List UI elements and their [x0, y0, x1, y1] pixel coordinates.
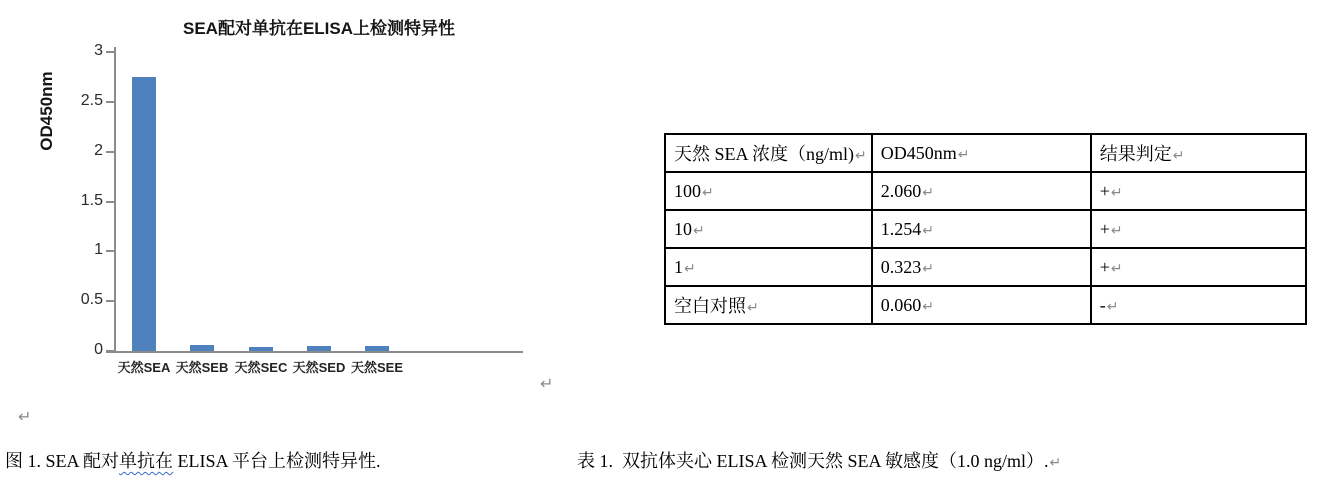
- x-axis-category-label: 天然SEE: [350, 360, 403, 375]
- table-cell: [872, 248, 1091, 286]
- header-cell: [665, 134, 872, 172]
- cell-return-mark: ↵: [922, 222, 934, 239]
- table-cell: [872, 286, 1091, 324]
- figure-bar-chart: [0, 0, 560, 400]
- paragraph-return-mark: ↵: [1049, 455, 1062, 471]
- bar-天然SEA: [132, 77, 156, 351]
- y-axis-line: [114, 47, 116, 353]
- y-axis-tick-mark: [106, 250, 114, 252]
- bar-天然SED: [307, 346, 331, 351]
- y-axis-label: OD450nm: [37, 71, 56, 151]
- cell-text: +: [1099, 256, 1110, 277]
- cell-return-mark: ↵: [922, 298, 934, 315]
- table-caption-text: 表 1. 双抗体夹心 ELISA 检测天然 SEA 敏感度（1.0 ng/ml）.: [577, 451, 1049, 471]
- bar-天然SEC: [249, 347, 273, 351]
- table-row: [665, 210, 1306, 248]
- figure-caption-prefix: 图 1. SEA 配对: [5, 451, 120, 471]
- figure-caption-underlined-text: 单抗在: [119, 451, 174, 471]
- cell-return-mark: ↵: [702, 184, 714, 201]
- table-cell: [665, 172, 872, 210]
- x-axis-line: [106, 351, 523, 353]
- y-axis-tick-label: 1.5: [80, 191, 103, 209]
- table-cell: [1091, 172, 1306, 210]
- x-axis-category-label: 天然SED: [292, 360, 346, 375]
- chart-title: SEA配对单抗在ELISA上检测特异性: [182, 19, 456, 38]
- table-cell: [872, 172, 1091, 210]
- table-cell: [665, 210, 872, 248]
- figure-caption: [5, 447, 381, 473]
- table-cell: [1091, 210, 1306, 248]
- cell-return-mark: ↵: [684, 260, 696, 277]
- bar-天然SEB: [190, 345, 214, 351]
- y-axis-tick-mark: [106, 201, 114, 203]
- table-caption: [577, 447, 1061, 473]
- cell-text: 0.323: [880, 256, 922, 277]
- table-cell: [665, 286, 872, 324]
- cell-text: 2.060: [880, 180, 922, 201]
- cell-return-mark: ↵: [922, 260, 934, 277]
- table-cell: [665, 248, 872, 286]
- y-axis-tick-mark: [106, 151, 114, 153]
- paragraph-return-mark: ↵: [18, 407, 32, 426]
- cell-return-mark: ↵: [855, 148, 867, 164]
- cell-text: 天然 SEA 浓度（ng/ml): [674, 144, 855, 164]
- cell-text: OD450nm: [880, 142, 957, 163]
- y-axis-tick-label: 0.5: [80, 291, 103, 309]
- y-axis-tick-mark: [106, 51, 114, 53]
- table-header-row: [665, 134, 1306, 172]
- cell-return-mark: ↵: [1106, 298, 1119, 315]
- table-cell: [872, 210, 1091, 248]
- y-axis-tick-label: 2.5: [80, 91, 103, 109]
- y-axis-tick-mark: [106, 101, 114, 103]
- y-axis-tick-mark: [106, 350, 114, 352]
- cell-text: 空白对照: [674, 296, 746, 316]
- cell-text: 10: [674, 218, 692, 239]
- sensitivity-table: [664, 133, 1307, 325]
- header-cell: [1091, 134, 1306, 172]
- cell-return-mark: ↵: [747, 300, 759, 316]
- cell-return-mark: ↵: [1110, 184, 1123, 201]
- cell-return-mark: ↵: [1110, 260, 1123, 277]
- x-axis-category-label: 天然SEC: [234, 360, 288, 375]
- table-row: [665, 248, 1306, 286]
- x-axis-category-label: 天然SEB: [175, 360, 229, 375]
- figure-caption-suffix: ELISA 平台上检测特异性.: [173, 451, 381, 471]
- cell-return-mark: ↵: [957, 146, 970, 163]
- table-row: [665, 172, 1306, 210]
- cell-return-mark: ↵: [1172, 148, 1185, 164]
- y-axis-tick-label: 3: [94, 42, 103, 59]
- table-cell: [1091, 286, 1306, 324]
- x-axis-category-label: 天然SEA: [117, 360, 171, 375]
- paragraph-return-mark: ↵: [540, 374, 554, 393]
- cell-text: -: [1099, 294, 1106, 315]
- header-cell: [872, 134, 1091, 172]
- cell-text: 100: [674, 180, 701, 201]
- table-row: [665, 286, 1306, 324]
- cell-text: 1: [674, 256, 683, 277]
- cell-text: +: [1099, 180, 1110, 201]
- y-axis-tick-mark: [106, 300, 114, 302]
- cell-text: 0.060: [880, 294, 922, 315]
- y-axis-tick-label: 1: [94, 241, 103, 259]
- bar-天然SEE: [365, 346, 389, 351]
- table-cell: [1091, 248, 1306, 286]
- cell-return-mark: ↵: [693, 222, 705, 239]
- cell-return-mark: ↵: [1110, 222, 1123, 239]
- cell-text: 1.254: [880, 218, 922, 239]
- cell-text: +: [1099, 218, 1110, 239]
- y-axis-tick-label: 2: [94, 141, 103, 159]
- cell-text: 结果判定: [1099, 144, 1172, 164]
- cell-return-mark: ↵: [922, 184, 934, 201]
- y-axis-tick-label: 0: [94, 341, 103, 358]
